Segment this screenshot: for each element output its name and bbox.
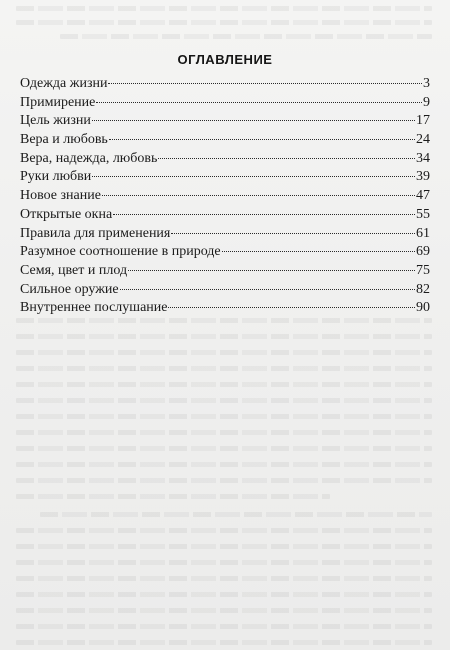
toc-heading: ОГЛАВЛЕНИЕ [177,52,273,67]
toc-entry-page-number: 82 [416,281,430,297]
dot-leader [222,251,415,252]
toc-entry-title: Открытые окна [20,206,113,222]
toc-entry [20,168,430,187]
toc-entry-title: Разумное соотношение в природе [20,244,221,260]
dot-leader [168,307,415,308]
toc-entry-title: Руки любви [20,169,92,185]
toc-entry-page-number: 61 [416,225,430,241]
toc-entry-title: Внутреннее послушание [20,300,168,316]
toc-entry [20,187,430,206]
toc-entry [20,225,430,244]
dot-leader [171,233,415,234]
toc-entry [20,75,430,94]
toc-entry-page-number: 9 [423,94,430,110]
toc-entry [20,262,430,281]
toc-entry-page-number: 17 [416,113,430,129]
dot-leader [120,289,415,290]
toc-entry-title: Семя, цвет и плод [20,262,128,278]
toc-entry-page-number: 69 [416,244,430,260]
toc-entry [20,243,430,262]
dot-leader [128,270,415,271]
dot-leader [92,120,415,121]
toc-entry [20,299,430,318]
toc-entry-title: Вера, надежда, любовь [20,150,158,166]
toc-entry-title: Одежда жизни [20,76,108,91]
toc-entry-page-number: 3 [423,76,430,91]
dot-leader [109,139,415,140]
table-of-contents [20,75,430,318]
toc-entry [20,281,430,300]
dot-leader [102,195,415,196]
toc-entry [20,131,430,150]
toc-entry [20,150,430,169]
toc-entry-page-number: 24 [416,132,430,148]
toc-entry-title: Новое знание [20,188,101,204]
toc-entry-page-number: 39 [416,169,430,185]
toc-entry-page-number: 55 [416,206,430,222]
toc-entry-title: Правила для применения [20,225,171,241]
toc-entry [20,94,430,113]
toc-entry [20,112,430,131]
toc-entry-page-number: 47 [416,188,430,204]
dot-leader [113,214,415,215]
toc-entry-page-number: 75 [416,262,430,278]
dot-leader [92,176,415,177]
toc-entry-page-number: 90 [416,300,430,316]
toc-entry [20,206,430,225]
toc-entry-title: Сильное оружие [20,281,119,297]
toc-entry-title: Примирение [20,94,96,110]
dot-leader [108,83,422,84]
toc-entry-page-number: 34 [416,150,430,166]
dot-leader [158,158,415,159]
toc-entry-title: Вера и любовь [20,132,108,148]
toc-entry-title: Цель жизни [20,113,91,129]
dot-leader [96,102,422,103]
